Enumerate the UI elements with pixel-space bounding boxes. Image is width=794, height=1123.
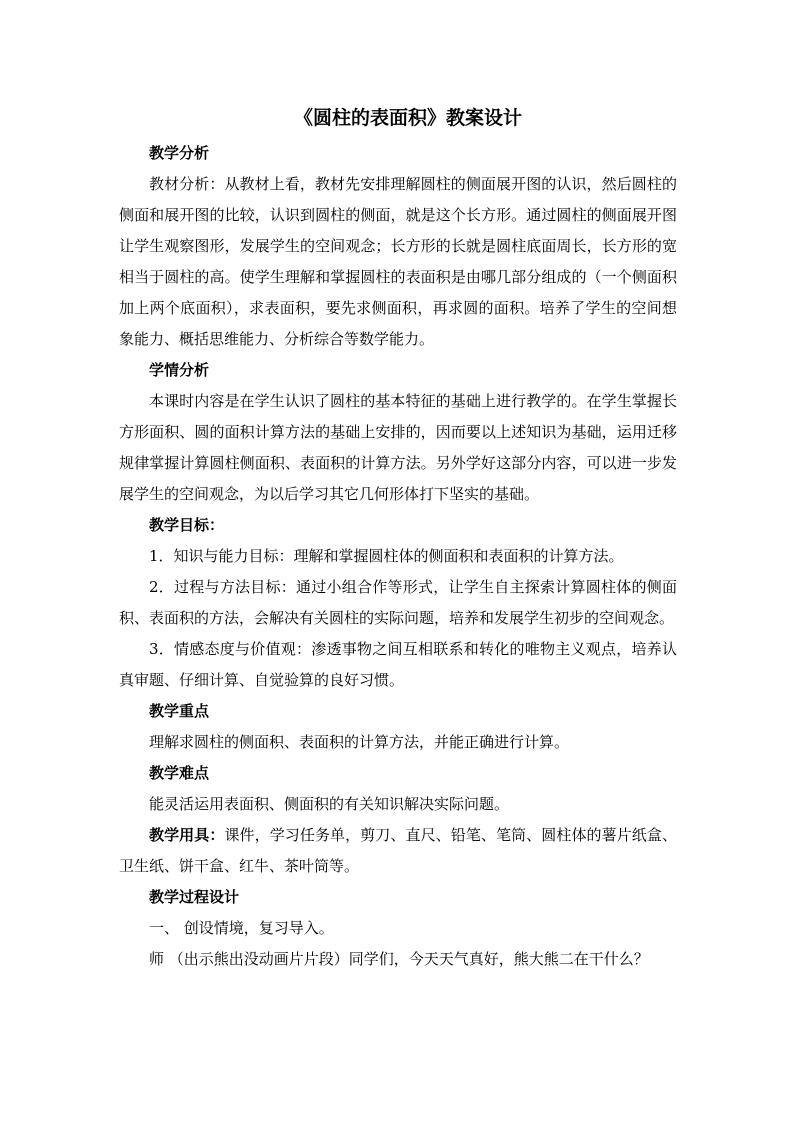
key-points-paragraph: 理解求圆柱的侧面积、表面积的计算方法，并能正确进行计算。: [149, 733, 570, 751]
teaching-tools-text: 课件，学习任务单，剪刀、直尺、铅笔、笔筒、圆柱体的薯片纸盒、卫生纸、饼干盒、红牛、茶叶筒等。: [119, 826, 677, 875]
difficulty-paragraph: 能灵活运用表面积、侧面积的有关知识解决实际问题。: [149, 795, 510, 813]
situation-paragraph: 本课时内容是在学生认识了圆柱的基本特征的基础上进行教学的。在学生掌握长方形面积、圆的面积计算方法的基础上安排的，因而要以上述知识为基础，运用迁移规律掌握计算圆柱侧面积、表面积的计算方法。另外学好这部分内容，可以进一步发展学生的空间观念，为以后学习其它几何形体打下坚实的基础。: [119, 392, 677, 503]
process-heading: 教学过程设计: [149, 888, 240, 906]
difficulty-heading: 教学难点: [149, 764, 210, 782]
key-points-heading: 教学重点: [149, 702, 210, 720]
goal-item-1: 1．知识与能力目标：理解和掌握圆柱体的侧面积和表面积的计算方法。: [149, 547, 624, 565]
process-step-1: 一、 创设情境，复习导入。: [149, 919, 334, 937]
analysis-paragraph: 教材分析：从教材上看，教材先安排理解圆柱的侧面展开图的认识，然后圆柱的侧面和展开图的比较，认识到圆柱的侧面，就是这个长方形。通过圆柱的侧面展开图让学生观察图形，发展学生的空间观念；长方形的长就是圆柱底面周长，长方形的宽相当于圆柱的高。使学生理解和掌握圆柱的表面积是由哪几部分组成的（一个侧面积加上两个底面积），求表面积，要先求侧面积，再求圆的面积。培养了学生的空间想象能力、概括思维能力、分析综合等数学能力。: [119, 175, 677, 348]
teaching-tools-paragraph: [119, 820, 677, 882]
teaching-tools-label: 教学用具：: [149, 826, 225, 844]
goals-heading: 教学目标：: [149, 516, 225, 534]
goal-item-2: 2．过程与方法目标：通过小组合作等形式，让学生自主探索计算圆柱体的侧面积、表面积的方法，会解决有关圆柱的实际问题，培养和发展学生初步的空间观念。: [119, 578, 677, 627]
analysis-heading: 教学分析: [149, 144, 210, 162]
process-line-1: 师 （出示熊出没动画片片段）同学们，今天天气真好，熊大熊二在干什么？: [149, 950, 649, 968]
goal-item-3: 3．情感态度与价值观：渗透事物之间互相联系和转化的唯物主义观点，培养认真审题、仔细计算、自觉验算的良好习惯。: [119, 640, 677, 689]
situation-heading: 学情分析: [149, 361, 210, 379]
document-title: 《圆柱的表面积》教案设计: [293, 107, 522, 129]
document-page: [119, 104, 677, 975]
